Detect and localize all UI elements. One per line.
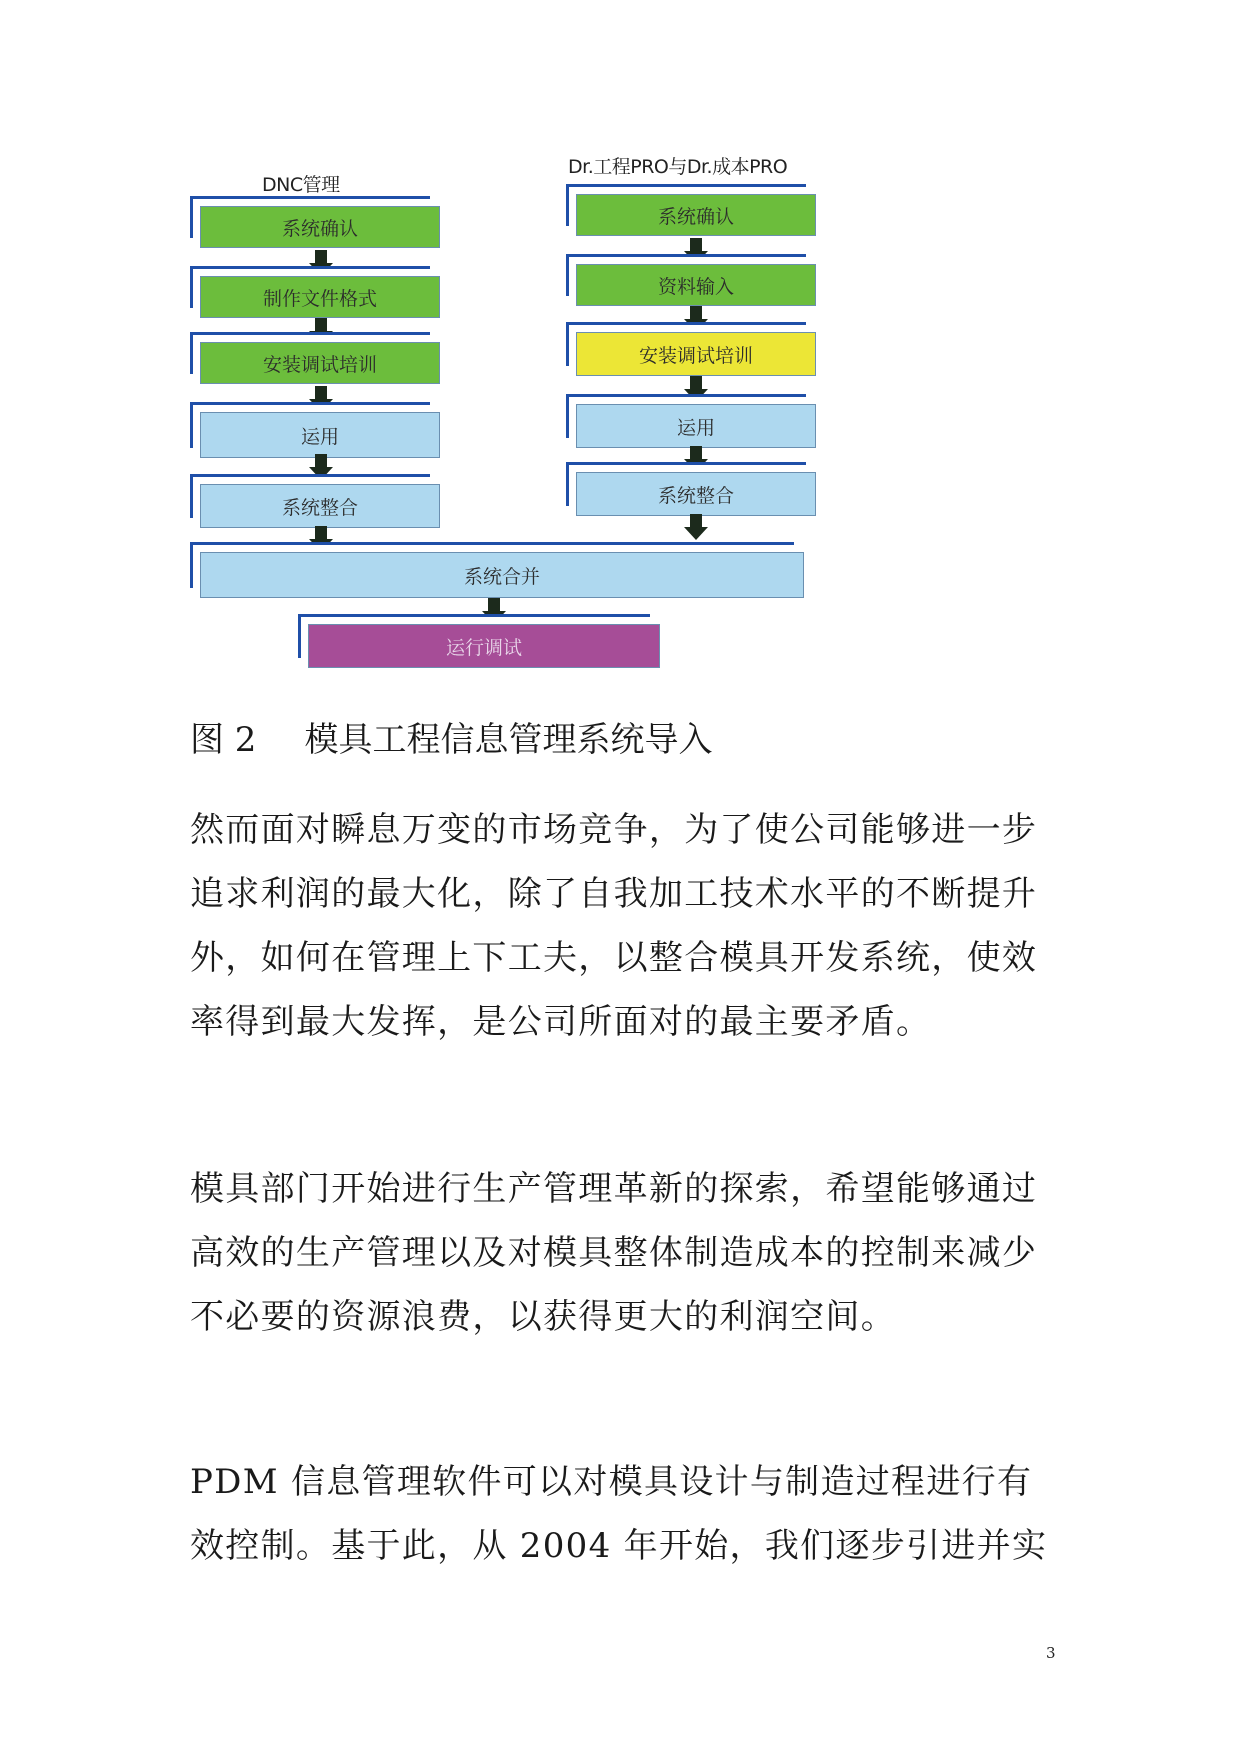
right-step-2: 资料输入 [566,254,816,306]
flowchart-figure [0,0,1241,690]
right-step-3: 安装调试培训 [566,322,816,376]
right-column-title: Dr.工程PRO与Dr.成本PRO [568,156,788,178]
figure-caption-text: 模具工程信息管理系统导入 [304,720,713,760]
page-number: 3 [1046,1644,1056,1662]
paragraph-1: 然而面对瞬息万变的市场竞争，为了使公司能够进一步追求利润的最大化，除了自我加工技术水平的不断提升外，如何在管理上下工夫，以整合模具开发系统，使效率得到最大发挥，是公司所面对的最主要矛盾。 [190,810,1038,1042]
left-step-3: 安装调试培训 [190,332,440,384]
paragraph-2: 模具部门开始进行生产管理革新的探索，希望能够通过高效的生产管理以及对模具整体制造成本的控制来减少不必要的资源浪费，以获得更大的利润空间。 [190,1169,1038,1337]
left-step-2: 制作文件格式 [190,266,440,318]
paragraph-3: PDM 信息管理软件可以对模具设计与制造过程进行有效控制。基于此，从 2004 年开始，我们逐步引进并实 [190,1462,1048,1566]
right-step-1: 系统确认 [566,184,816,236]
left-step-1: 系统确认 [190,196,440,248]
right-step-4: 运用 [566,394,816,448]
figure-caption [190,712,712,761]
merge-step: 系统合并 [190,542,804,598]
final-step: 运行调试 [298,614,660,668]
left-column-title: DNC管理 [262,174,340,196]
left-step-5: 系统整合 [190,474,440,528]
left-step-4: 运用 [190,402,440,458]
arrow-down-icon [684,514,708,540]
figure-number: 图 2 [190,720,257,760]
right-step-5: 系统整合 [566,462,816,516]
